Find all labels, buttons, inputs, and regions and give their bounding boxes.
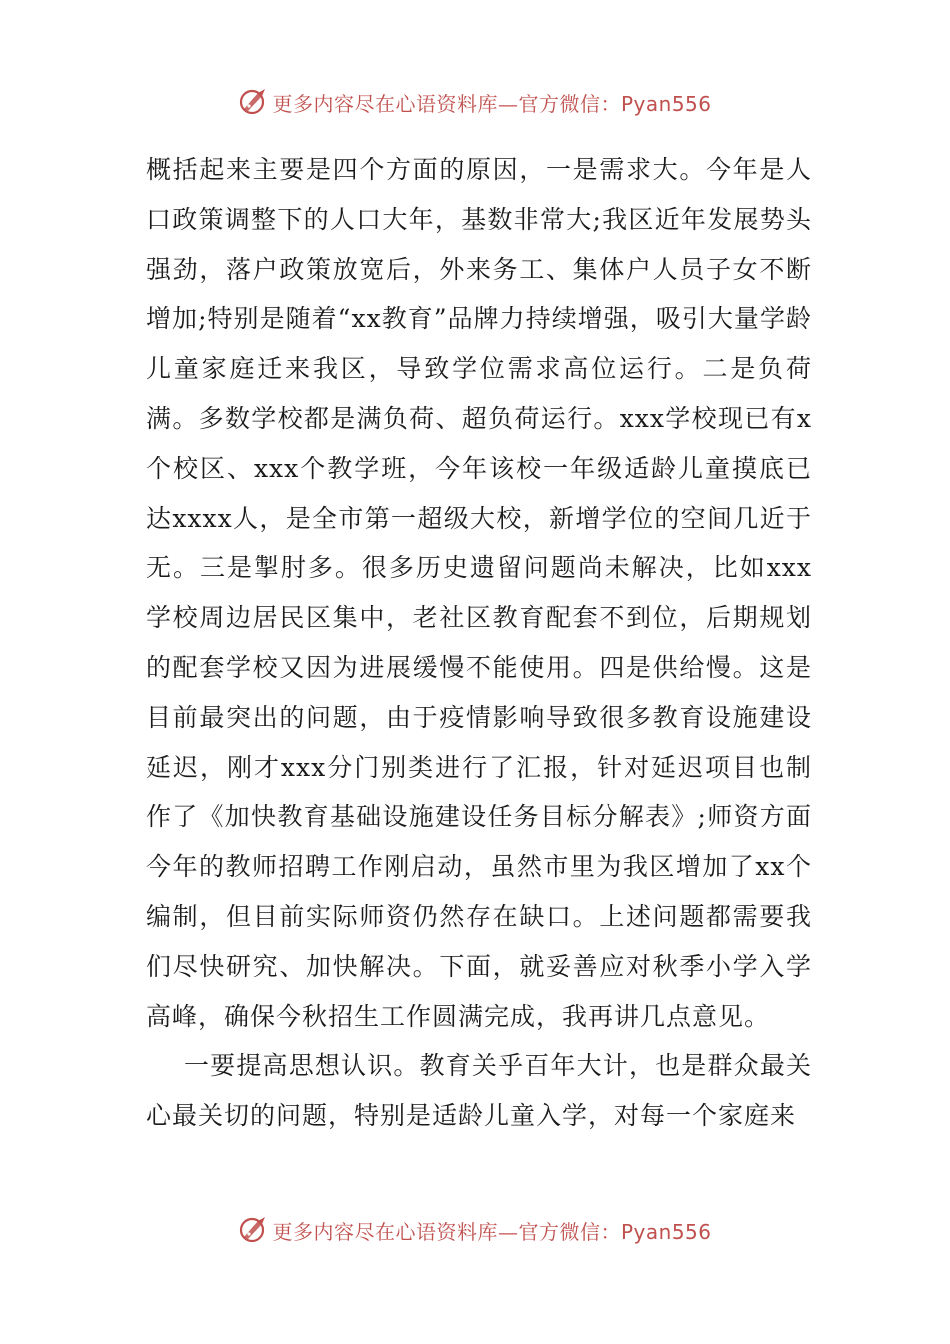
pen-nib-logo-icon xyxy=(238,1215,268,1245)
header-banner-text xyxy=(272,88,711,117)
pen-nib-logo-icon xyxy=(238,87,268,117)
footer-banner-text xyxy=(272,1216,711,1245)
footer-handle: Pyan556 xyxy=(620,1219,712,1244)
header-banner xyxy=(0,82,950,122)
body-paragraph-2: 一要提高思想认识。教育关乎百年大计，也是群众最关心最关切的问题，特别是适龄儿童入学，对每一个家庭来 xyxy=(146,1051,812,1131)
body-paragraph-1: 概括起来主要是四个方面的原因，一是需求大。今年是人口政策调整下的人口大年，基数非常大;我区近年发展势头强劲，落户政策放宽后，外来务工、集体户人员子女不断增加;特别是随着“xx教育”品牌力持续增强，吸引大量学龄儿童家庭迁来我区，导致学位需求高位运行。二是负荷满。多数学校都是满负荷、超负荷运行。xxx学校现已有x个校区、xxx个教学班，今年该校一年级适龄儿童摸底已达xxxx人，是全市第一超级大校，新增学位的空间几近于无。三是掣肘多。很多历史遗留问题尚未解决，比如xxx学校周边居民区集中，老社区教育配套不到位，后期规划的配套学校又因为进展缓慢不能使用。四是供给慢。这是目前最突出的问题，由于疫情影响导致很多教育设施建设延迟，刚才xxx分门别类进行了汇报，针对延迟项目也制作了《加快教育基础设施建设任务目标分解表》;师资方面今年的教师招聘工作刚启动，虽然市里为我区增加了xx个编制，但目前实际师资仍然存在缺口。上述问题都需要我们尽快研究、加快解决。下面，就妥善应对秋季小学入学高峰，确保今秋招生工作圆满完成，我再讲几点意见。 xyxy=(146,155,812,1031)
footer-banner xyxy=(0,1210,950,1250)
header-brand: 更多内容尽在心语资料库 xyxy=(272,91,498,116)
header-dash: — xyxy=(497,91,519,116)
header-handle: Pyan556 xyxy=(620,91,712,116)
footer-label: 官方微信： xyxy=(518,1219,621,1244)
footer-dash: — xyxy=(497,1219,519,1244)
footer-brand: 更多内容尽在心语资料库 xyxy=(272,1219,498,1244)
header-label: 官方微信： xyxy=(518,91,621,116)
document-body xyxy=(146,145,812,1141)
